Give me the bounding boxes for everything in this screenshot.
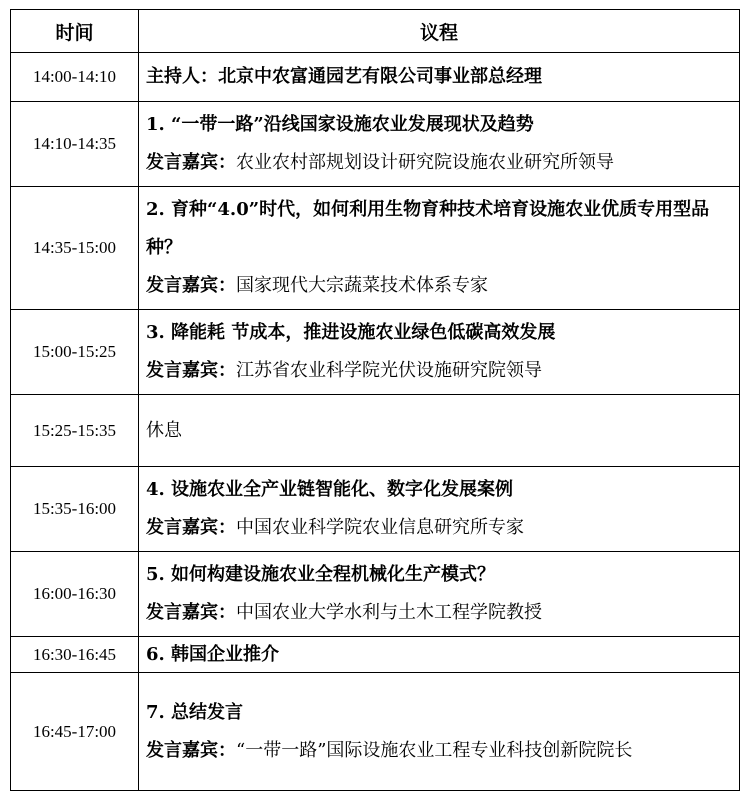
table-row [11,395,740,467]
time-cell: 16:45-17:00 [11,673,139,791]
speaker-name: 国家现代大宗蔬菜技术体系专家 [236,275,488,296]
table-row [11,102,740,187]
header-agenda: 议程 [139,10,740,53]
session-title: 3. 降能耗 节成本，推进设施农业绿色低碳高效发展 [146,322,556,343]
table-row [11,467,740,552]
speaker-line [146,352,731,390]
speaker-label: 发言嘉宾： [146,152,236,173]
header-row [11,10,740,53]
session-title: 6. 韩国企业推介 [146,643,280,665]
table-row [11,187,740,310]
table-row [11,310,740,395]
speaker-name: 中国农业大学水利与土木工程学院教授 [236,602,542,623]
agenda-cell [139,395,740,467]
time-cell: 15:25-15:35 [11,395,139,467]
speaker-name: 农业农村部规划设计研究院设施农业研究所领导 [236,152,614,173]
table-row [11,673,740,791]
host-line: 主持人：北京中农富通园艺有限公司事业部总经理 [146,66,542,87]
time-cell: 15:00-15:25 [11,310,139,395]
session-title: 7. 总结发言 [146,701,244,723]
speaker-name: 江苏省农业科学院光伏设施研究院领导 [236,360,542,381]
speaker-name: “一带一路”国际设施农业工程专业科技创新院院长 [236,739,633,761]
time-cell: 16:30-16:45 [11,637,139,673]
time-cell: 14:00-14:10 [11,53,139,102]
speaker-label: 发言嘉宾： [146,275,236,296]
session-title: 5. 如何构建设施农业全程机械化生产模式？ [146,564,496,585]
speaker-label: 发言嘉宾： [146,360,236,381]
speaker-line [146,267,731,305]
agenda-table [10,9,740,791]
header-time: 时间 [11,10,139,53]
speaker-label: 发言嘉宾： [146,739,236,761]
agenda-cell [139,102,740,187]
agenda-cell [139,673,740,791]
table-row [11,552,740,637]
table-row [11,53,740,102]
speaker-label: 发言嘉宾： [146,602,236,623]
agenda-cell [139,552,740,637]
agenda-cell [139,187,740,310]
time-cell: 15:35-16:00 [11,467,139,552]
speaker-line [146,509,731,547]
time-cell: 14:35-15:00 [11,187,139,310]
agenda-cell [139,467,740,552]
session-title: 1. “一带一路”沿线国家设施农业发展现状及趋势 [146,114,534,135]
speaker-label: 发言嘉宾： [146,517,236,538]
agenda-cell [139,53,740,102]
time-cell: 16:00-16:30 [11,552,139,637]
agenda-cell [139,637,740,673]
speaker-line [146,732,731,770]
speaker-name: 中国农业科学院农业信息研究所专家 [236,517,524,538]
speaker-line [146,594,731,632]
table-row [11,637,740,673]
break-label: 休息 [146,419,182,441]
agenda-cell [139,310,740,395]
session-title: 2. 育种“4.0”时代，如何利用生物育种技术培育设施农业优质专用型品种？ [146,199,710,258]
time-cell: 14:10-14:35 [11,102,139,187]
session-title: 4. 设施农业全产业链智能化、数字化发展案例 [146,479,514,500]
speaker-line [146,144,731,182]
